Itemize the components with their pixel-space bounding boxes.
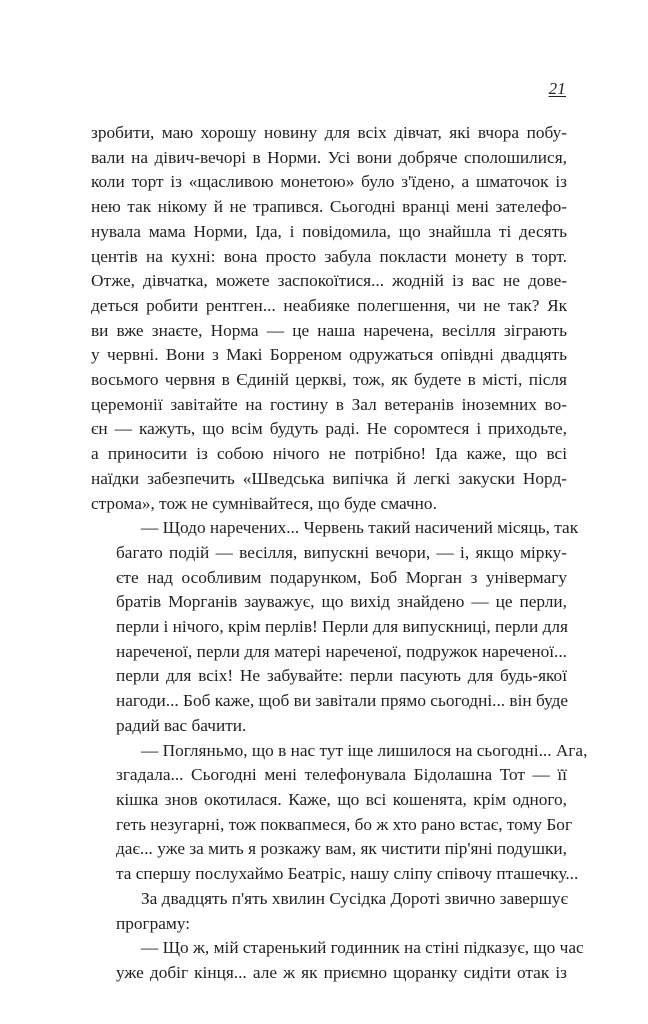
text-line: а приносити із собою нічого не потрібно! Іда каже, що всі: [91, 444, 567, 464]
text-line: наїдки забезпечить «Шведська випічка й легкі закуски Норд-: [91, 468, 567, 488]
text-line: вали на дівич-вечорі в Норми. Усі вони добряче сполошилися,: [91, 147, 567, 167]
paragraph: [91, 739, 588, 887]
text-line: радий вас бачити.: [116, 715, 247, 735]
text-line: програму:: [116, 913, 191, 933]
text-line: деться робити рентген... неабияке полегшення, чи не так? Як: [91, 295, 567, 315]
text-line: зробити, маю хорошу новину для всіх дівчат, які вчора побу-: [91, 123, 567, 142]
text-line: братів Морганів зауважує, що вихід знайдено — це перли,: [116, 592, 567, 612]
text-line: у червні. Вони з Макі Борреном одружаться опівдні двадцять: [91, 345, 567, 365]
text-line: — Щодо наречених... Червень такий насичений місяць, так: [141, 518, 579, 538]
text-line: перли і нічого, крім перлів! Перли для випускниці, перли для: [116, 617, 568, 637]
paragraph: [91, 516, 579, 738]
text-line: багато подій — весілля, випускні вечори, — і, якщо мірку-: [116, 542, 567, 562]
paragraph: [91, 936, 584, 985]
text-line: уже добіг кінця... але ж як приємно щоранку сидіти отак із: [116, 962, 567, 982]
text-line: строма», тож не сумнівайтеся, що буде смачно.: [91, 493, 437, 513]
text-line: — Погляньмо, що в нас тут іще лишилося на сьогодні... Ага,: [141, 740, 588, 760]
text-line: кішка знов окотилася. Каже, що всі кошенята, крім одного,: [116, 789, 567, 809]
text-line: єте над особливим подарунком, Боб Морган з універмагу: [116, 567, 567, 587]
text-line: центів на кухні: вона просто забула покласти монету в торт.: [91, 246, 567, 266]
paragraph: [91, 887, 567, 936]
text-line: церемонії завітайте на гостину в Зал ветеранів іноземних во-: [91, 394, 567, 414]
text-line: згадала... Сьогодні мені телефонувала Бідолашна Тот — її: [116, 765, 567, 785]
text-line: — Що ж, мій старенький годинник на стіні підказує, що час: [141, 938, 584, 958]
text-line: перли для всіх! Не забувайте: перли пасують для будь-якої: [116, 666, 567, 686]
text-line: нувала мама Норми, Іда, і повідомила, що знайшла ті десять: [91, 221, 567, 241]
text-line: нагоди... Боб каже, щоб ви завітали прямо сьогодні... він буде: [116, 691, 569, 711]
text-line: геть незугарні, тож поквапмеся, бо ж хто рано встає, тому Бог: [116, 814, 573, 834]
text-line: коли торт із «щасливою монетою» було з'їдено, а шматочок із: [91, 172, 567, 192]
text-line: нею так нікому й не трапився. Сьогодні вранці мені зателефо-: [91, 197, 567, 217]
body-text: [91, 121, 588, 986]
text-line: нареченої, перли для матері нареченої, подружок нареченої...: [116, 641, 567, 661]
paragraph: [91, 121, 567, 516]
text-line: та спершу послухаймо Беатріс, нашу сліпу співочу пташечку...: [116, 864, 579, 884]
text-line: Отже, дівчатка, можете заспокоїтися... жодній із вас не дове-: [91, 271, 567, 291]
text-line: єн — кажуть, що всім будуть раді. Не соромтеся і приходьте,: [91, 419, 567, 439]
text-line: восьмого червня в Єдиній церкві, тож, як будете в місті, після: [91, 370, 567, 390]
text-line: ви вже знаєте, Норма — це наша наречена, весілля зіграють: [91, 320, 567, 340]
text-line: За двадцять п'ять хвилин Сусідка Дороті звично завершує: [141, 888, 568, 908]
text-line: дає... уже за мить я розкажу вам, як чистити пір'яні подушки,: [116, 839, 567, 859]
page-number: 21: [548, 79, 566, 98]
